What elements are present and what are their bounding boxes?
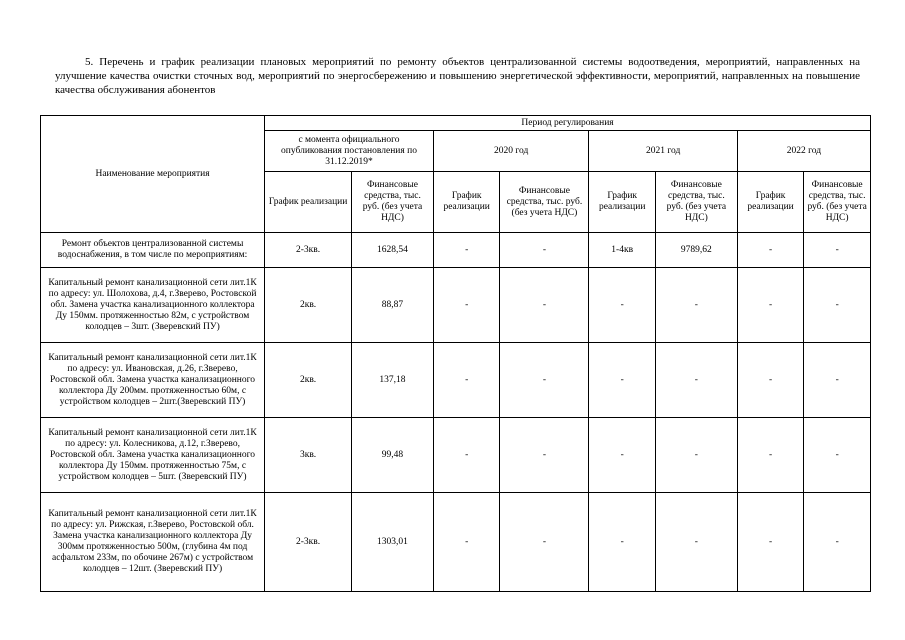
table-cell: -	[500, 418, 589, 493]
table-cell: -	[804, 343, 871, 418]
table-cell: -	[655, 418, 737, 493]
sub-header: График реализации	[433, 172, 500, 233]
table-cell: -	[433, 268, 500, 343]
period-2021-header: 2021 год	[589, 131, 737, 172]
table-cell: -	[655, 268, 737, 343]
table-cell: 1628,54	[352, 233, 434, 268]
table-cell: -	[804, 268, 871, 343]
table-cell: -	[433, 233, 500, 268]
table-cell: -	[655, 343, 737, 418]
table-cell: -	[655, 493, 737, 592]
table-cell: 137,18	[352, 343, 434, 418]
table-cell: -	[589, 493, 656, 592]
table-cell: -	[737, 493, 804, 592]
period-initial-header: с момента официального опубликования постановления по 31.12.2019*	[265, 131, 434, 172]
table-cell: 9789,62	[655, 233, 737, 268]
table-cell: -	[433, 418, 500, 493]
table-row	[41, 493, 871, 592]
section-heading-text: 5. Перечень и график реализации плановых мероприятий по ремонту объектов централизованной системы водоотведения, мероприятий, направленных на улучшение качества очистки сточных вод, мероприятий по энергосбережению и повышению энергетической эффективности, мероприятий, направленных на повышение качества обслуживания абонентов	[55, 56, 860, 96]
section-heading	[55, 55, 860, 97]
table-cell: -	[804, 418, 871, 493]
table-cell: -	[804, 493, 871, 592]
table-cell: -	[589, 343, 656, 418]
row-name: Ремонт объектов централизованной системы водоснабжения, в том числе по мероприятиям:	[41, 233, 265, 268]
sub-header: Финансовые средства, тыс. руб. (без учета НДС)	[655, 172, 737, 233]
table-cell: -	[737, 418, 804, 493]
header-row-1	[41, 116, 871, 131]
period-2020-header: 2020 год	[433, 131, 589, 172]
table-cell: 2кв.	[265, 268, 352, 343]
plan-table	[40, 115, 871, 592]
table-cell: -	[737, 268, 804, 343]
table-cell: -	[433, 343, 500, 418]
period-header: Период регулирования	[265, 116, 871, 131]
row-name: Капитальный ремонт канализационной сети лит.1К по адресу: ул. Ивановская, д.26, г.Зверево, Ростовской обл. Замена участка канализационного коллектора Ду 200мм. протяженностью 60м, с устройством колодцев – 2шт.(Зверевский ПУ)	[41, 343, 265, 418]
table-row	[41, 418, 871, 493]
sub-header: График реализации	[589, 172, 656, 233]
table-cell: -	[500, 233, 589, 268]
table-cell: -	[589, 268, 656, 343]
col-name-header: Наименование мероприятия	[41, 116, 265, 233]
table-cell: 1303,01	[352, 493, 434, 592]
table-row	[41, 233, 871, 268]
table-cell: 1-4кв	[589, 233, 656, 268]
table-cell: -	[500, 343, 589, 418]
table-cell: 99,48	[352, 418, 434, 493]
table-cell: -	[589, 418, 656, 493]
table-cell: -	[737, 343, 804, 418]
sub-header: Финансовые средства, тыс. руб. (без учета НДС)	[500, 172, 589, 233]
table-cell: 2-3кв.	[265, 233, 352, 268]
table-cell: 2-3кв.	[265, 493, 352, 592]
table-row	[41, 268, 871, 343]
sub-header: График реализации	[265, 172, 352, 233]
row-name: Капитальный ремонт канализационной сети лит.1К по адресу: ул. Рижская, г.Зверево, Ростовской обл. Замена участка канализационного коллектора Ду 300мм протяженностью 500м, (глубина 4м под асфальтом 233м, по обочине 267м) с устройством колодцев – 12шт. (Зверевский ПУ)	[41, 493, 265, 592]
table-cell: -	[433, 493, 500, 592]
table-cell: 2кв.	[265, 343, 352, 418]
row-name: Капитальный ремонт канализационной сети лит.1К по адресу: ул. Колесникова, д.12, г.Зверево, Ростовской обл. Замена участка канализационного коллектора Ду 150мм. протяженностью 75м, с устройством колодцев – 5шт. (Зверевский ПУ)	[41, 418, 265, 493]
table-cell: 3кв.	[265, 418, 352, 493]
table-cell: -	[804, 233, 871, 268]
table-cell: -	[500, 268, 589, 343]
sub-header: Финансовые средства, тыс. руб. (без учета НДС)	[352, 172, 434, 233]
row-name: Капитальный ремонт канализационной сети лит.1К по адресу: ул. Шолохова, д.4, г.Зверево, Ростовской обл. Замена участка канализационного коллектора Ду 150мм. протяженностью 82м, с устройством колодцев – 3шт. (Зверевский ПУ)	[41, 268, 265, 343]
period-2022-header: 2022 год	[737, 131, 870, 172]
table-cell: -	[500, 493, 589, 592]
sub-header: График реализации	[737, 172, 804, 233]
table-cell: -	[737, 233, 804, 268]
table-row	[41, 343, 871, 418]
table-cell: 88,87	[352, 268, 434, 343]
sub-header: Финансовые средства, тыс. руб. (без учета НДС)	[804, 172, 871, 233]
